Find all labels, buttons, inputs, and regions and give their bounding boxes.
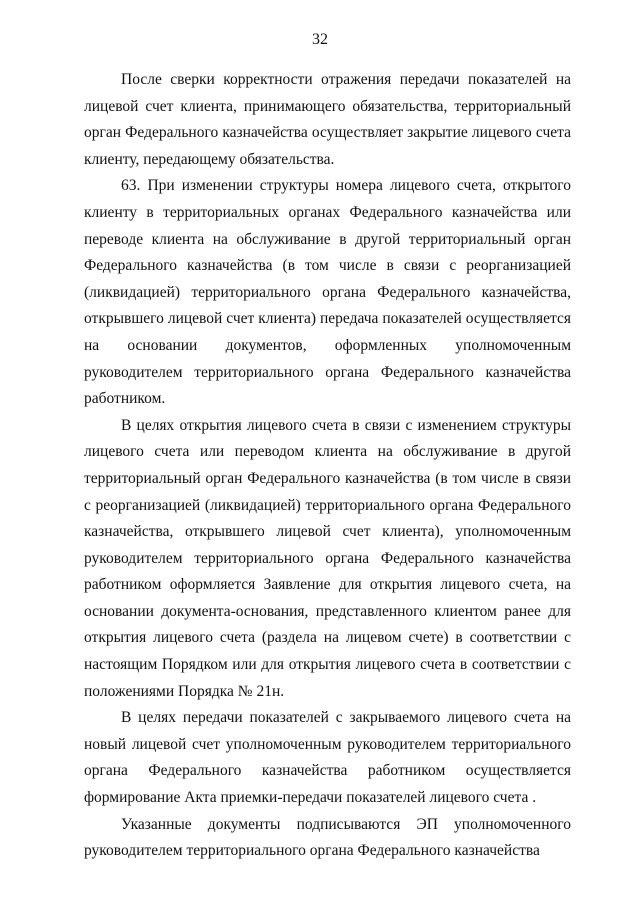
document-body [84,67,571,865]
paragraph-item-63: 63. При изменении структуры номера лицевого счета, открытого клиенту в территориальных органах Федерального казначейства или переводе клиента на обслуживание в другой территориальный орган Федерального казначейства (в том числе в связи с реорганизацией (ликвидацией) территориального органа Федерального казначейства, открывшего лицевой счет клиента) передача показателей осуществляется на основании документов, оформленных уполномоченным руководителем территориального органа Федерального казначейства работником. [84,177,571,408]
paragraph-closing-account: После сверки корректности отражения передачи показателей на лицевой счет клиента, принимающего обязательства, территориальный орган Федерального казначейства осуществляет закрытие лицевого счета клиенту, передающему обязательства. [84,71,571,168]
page-number: 32 [312,31,328,48]
paragraph-transfer-act: В целях передачи показателей с закрываемого лицевого счета на новый лицевой счет уполномоченным руководителем территориального органа Федерального казначейства работником осуществляется формирование Акта приемки-передачи показателей лицевого счета . [84,709,571,807]
paragraph-opening-account: В целях открытия лицевого счета в связи с изменением структуры лицевого счета или переводом клиента на обслуживание в другой территориальный орган Федерального казначейства (в том числе в связи с реорганизацией (ликвидацией) территориального органа Федерального казначейства, открывшего лицевой счет клиента), уполномоченным руководителем территориального органа Федерального казначейства работником оформляется Заявление для открытия лицевого счета, на основании документа-основания, представленного клиентом ранее для открытия лицевого счета (раздела на лицевом счете) в соответствии с настоящим Порядком или для открытия лицевого счета в соответствии с положениями Порядка № 21н. [84,416,571,700]
paragraph-signing: Указанные документы подписываются ЭП уполномоченного руководителем территориального органа Федерального казначейства [84,815,571,860]
